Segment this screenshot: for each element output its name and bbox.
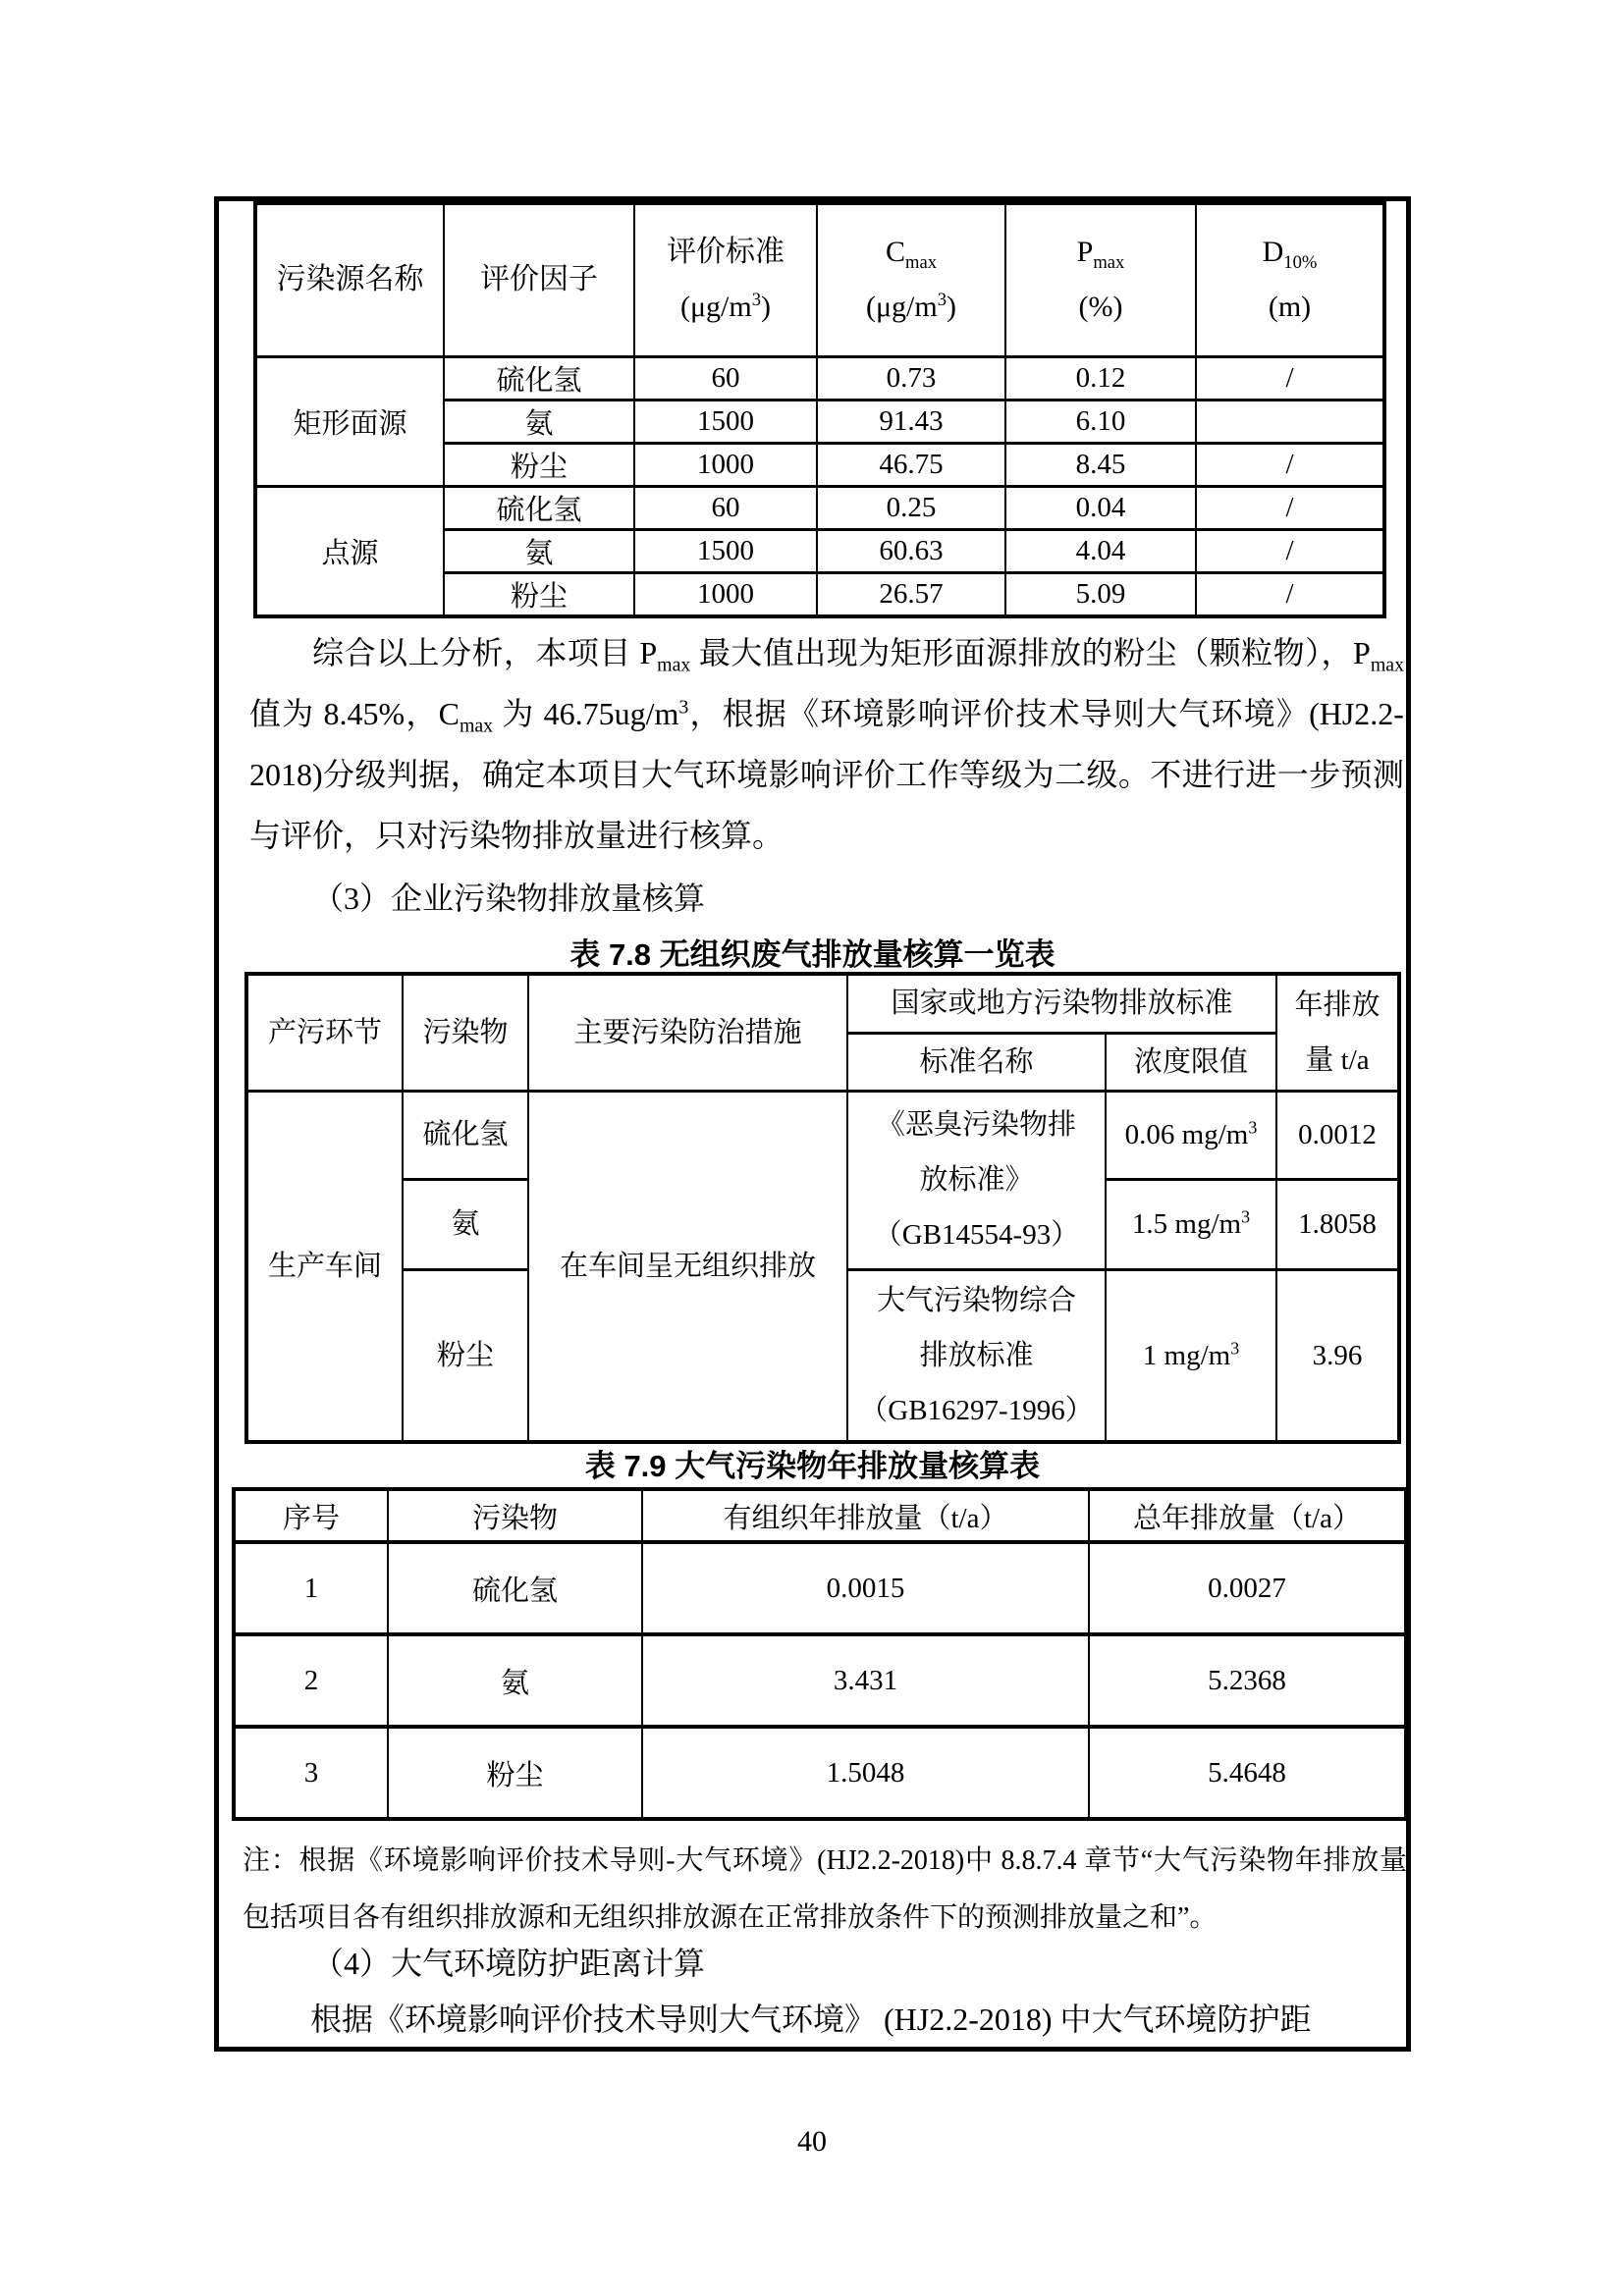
table-row: 生产车间 硫化氢 在车间呈无组织排放 《恶臭污染物排 放标准》 （GB14554-93） 0.06 $mg/m^3$ 0.0012 [246,1091,1399,1179]
col-header-cmax: $C_{max}$ $(\mu g/m^3)$ [817,203,1005,356]
col-header-factor: 评价因子 [444,203,634,356]
table-7-8-caption: 表 7.8 无组织废气排放量核算一览表 [569,937,1056,972]
table-row: 3 粉尘 1.5048 5.4648 [234,1727,1406,1819]
header-pollutant: 污染物 [403,974,528,1091]
table-row: 粉尘 1000 26.57 5.09 / [255,572,1384,616]
pmax-symbol: $P_{max}$ [639,635,691,676]
stage-cell: 生产车间 [246,1091,403,1442]
header-organized: 有组织年排放量（t/a） [642,1489,1089,1542]
table-row: 2 氨 3.431 5.2368 [234,1634,1406,1727]
standard-name-cell: 大气污染物综合 排放标准 （GB16297-1996） [847,1269,1106,1442]
col-header-d10: $D_{10\%}$ (m) [1196,203,1384,356]
closing-paragraph: 根据《环境影响评价技术导则大气环境》 (HJ2.2-2018) 中大气环境防护距 [310,2002,1312,2037]
table-row: 氨 1.5 $mg/m^3$ 1.8058 [246,1179,1399,1269]
table-row: 粉尘 1000 46.75 8.45 / [255,443,1384,486]
header-pollutant: 污染物 [388,1489,642,1542]
header-stage: 产污环节 [246,974,403,1091]
content-frame [214,196,1411,2052]
col-header-source: 污染源名称 [255,203,444,356]
table-note: 注：根据《环境影响评价技术导则-大气环境》(HJ2.2-2018)中 8.8.7.4 章节“大气污染物年排放量包括项目各有组织排放源和无组织排放源在正常排放条件下的预测排放量之和”。 [243,1845,1407,1933]
standard-name-cell: 《恶臭污染物排 放标准》 （GB14554-93） [847,1091,1106,1269]
table-row: 点源 硫化氢 60 0.25 0.04 / [255,486,1384,529]
table-row: 矩形面源 硫化氢 60 0.73 0.12 / [255,356,1384,400]
header-standard-group: 国家或地方污染物排放标准 [847,974,1276,1033]
item-3-heading: （3）企业污染物排放量核算 [312,881,706,916]
header-standard-name: 标准名称 [847,1033,1106,1091]
unorganized-emission-table [244,972,1401,1444]
table-row: 粉尘 大气污染物综合 排放标准 （GB16297-1996） 1 $mg/m^3$ 3.96 [246,1269,1399,1442]
table-7-9-caption: 表 7.9 大气污染物年排放量核算表 [584,1449,1041,1483]
pmax-symbol: $P_{max}$ [1353,635,1404,676]
header-limit: 浓度限值 [1106,1033,1276,1091]
header-measures: 主要污染防治措施 [528,974,847,1091]
pollution-source-table [253,201,1386,618]
header-total: 总年排放量（t/a） [1089,1489,1406,1542]
source-name-cell: 点源 [255,486,444,616]
table-row: 氨 1500 91.43 6.10 [255,400,1384,443]
item-4-heading: （4）大气环境防护距离计算 [312,1946,706,1981]
table-row: 氨 1500 60.63 4.04 / [255,529,1384,572]
measures-cell: 在车间呈无组织排放 [528,1091,847,1442]
page-number: 40 [797,2125,827,2158]
col-header-standard: 评价标准 $(\mu g/m^3)$ [634,203,817,356]
analysis-paragraph: 综合以上分析，本项目 $P_{max}$ 最大值出现为矩形面源排放的粉尘（颗粒物），$P_{max}$ 值为 8.45%，$C_{max}$ 为 $46.75ug/m^3$，根据《环境影响评价技术导则大气环境》(HJ2.2-2018)分级判据，确定本项目大气环境影响评价工作等级为二级。不进行进一步预测与评价，只对污染物排放量进行核算。 [249,635,1404,853]
annual-emission-table [232,1487,1408,1821]
cmax-symbol: $C_{max}$ [438,696,494,737]
header-annual: 年排放 量 t/a [1276,974,1399,1091]
header-no: 序号 [234,1489,388,1542]
col-header-pmax: $P_{max}$ (%) [1005,203,1196,356]
table-row: 1 硫化氢 0.0015 0.0027 [234,1542,1406,1634]
source-name-cell: 矩形面源 [255,356,444,486]
